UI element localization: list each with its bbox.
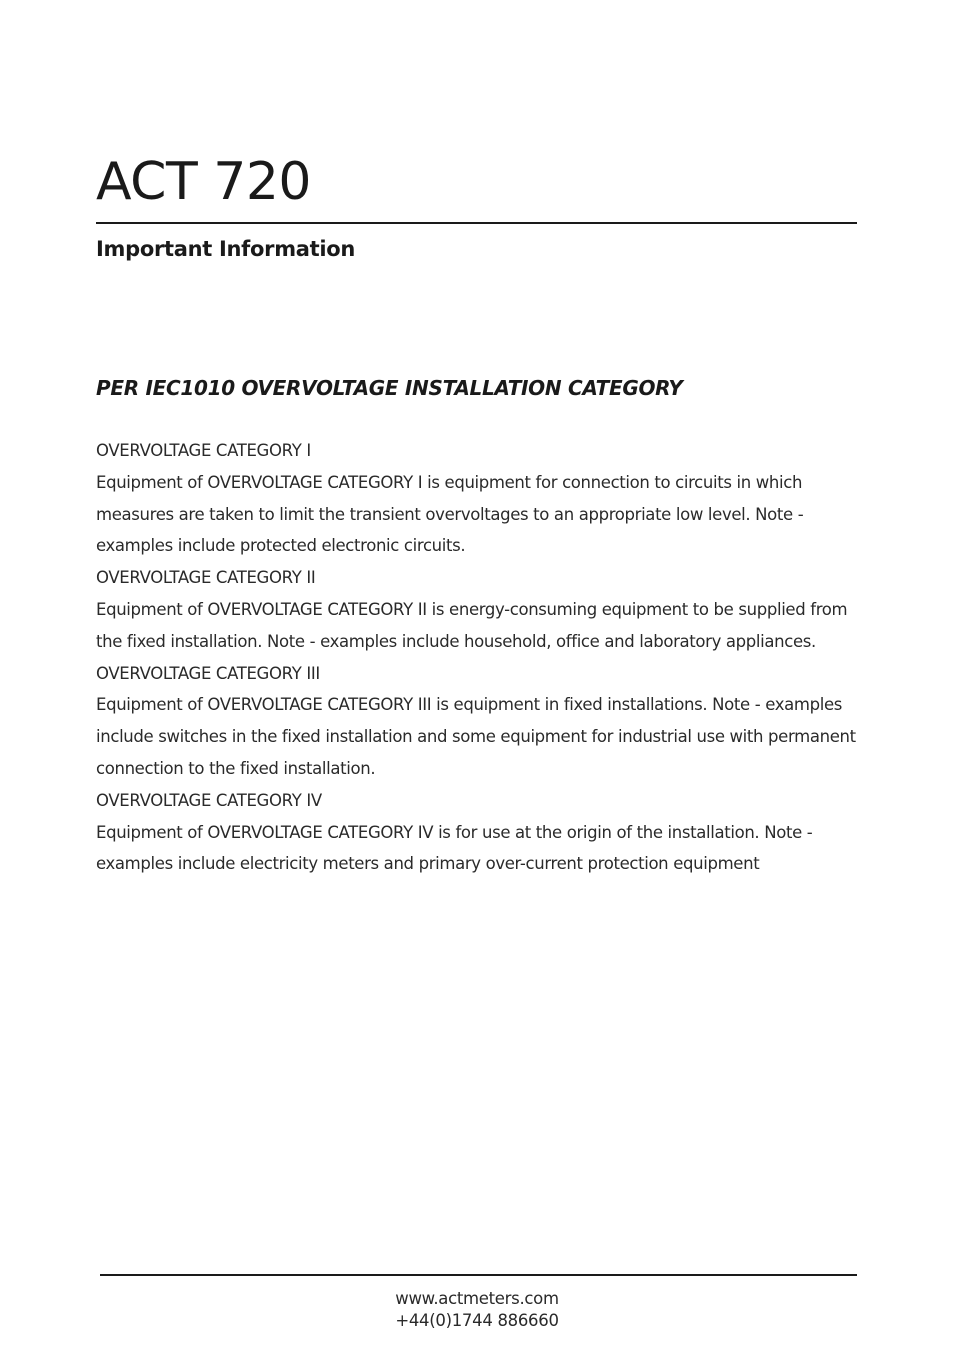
category-list bbox=[96, 435, 871, 880]
category-title: OVERVOLTAGE CATEGORY III bbox=[96, 663, 320, 683]
category-title: OVERVOLTAGE CATEGORY IV bbox=[96, 790, 322, 810]
document-title: ACT 720 bbox=[96, 152, 312, 212]
category-title: OVERVOLTAGE CATEGORY II bbox=[96, 568, 316, 588]
title-divider bbox=[96, 222, 857, 224]
footer-website: www.actmeters.com bbox=[395, 1289, 559, 1308]
category-description: Equipment of OVERVOLTAGE CATEGORY III is equipment in fixed installations. Note - examples include switches in the fixed installation and some equipment for industrial use with permanent connection to the fixed installation. bbox=[96, 695, 856, 778]
page-footer bbox=[0, 1288, 954, 1332]
category-description: Equipment of OVERVOLTAGE CATEGORY II is energy-consuming equipment to be supplied from the fixed installation. Note - examples include household, office and laboratory appliances. bbox=[96, 599, 848, 651]
footer-divider bbox=[100, 1274, 857, 1276]
document-subtitle: Important Information bbox=[96, 237, 356, 261]
category-title: OVERVOLTAGE CATEGORY I bbox=[96, 441, 311, 460]
footer-phone: +44(0)1744 886660 bbox=[395, 1311, 559, 1330]
category-description: Equipment of OVERVOLTAGE CATEGORY I is equipment for connection to circuits in which measures are taken to limit the transient overvoltages to an appropriate low level. Note - examples include protected electronic circuits. bbox=[96, 472, 804, 556]
category-description: Equipment of OVERVOLTAGE CATEGORY IV is for use at the origin of the installation. Note - examples include electricity meters and primary over-current protection equipment bbox=[96, 822, 813, 874]
section-heading: PER IEC1010 OVERVOLTAGE INSTALLATION CATEGORY bbox=[96, 376, 683, 400]
